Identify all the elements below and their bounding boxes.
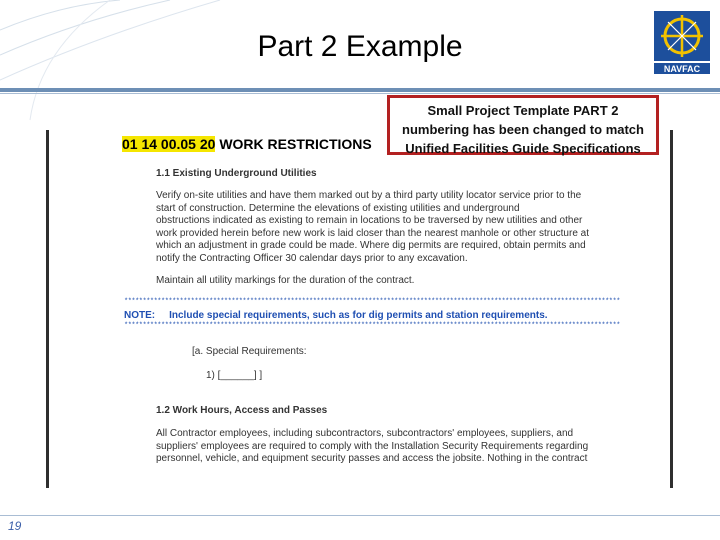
subsection-title-1-1: 1.1 Existing Underground Utilities (156, 168, 317, 179)
paragraph-markings: Maintain all utility markings for the duration of the contract. (156, 275, 415, 286)
paragraph-line: work provided herein before new work is laid closer than the nearest manhole or other structure at (156, 227, 590, 239)
callout-line-1: Small Project Template PART 2 (427, 103, 619, 118)
paragraph-line: suppliers' employees are required to comply with the Installation Security Requirements regarding (156, 440, 589, 452)
callout-box (387, 95, 659, 155)
callout-line-3: Unified Facilities Guide Specifications (405, 141, 641, 156)
paragraph-utilities (156, 190, 606, 265)
special-requirements-item: [a. Special Requirements: (192, 346, 307, 357)
slide-title: Part 2 Example (257, 30, 463, 63)
section-number: 01 14 00.05 20 (122, 136, 216, 152)
section-heading (122, 136, 372, 152)
callout-line-2: numbering has been changed to match (402, 122, 644, 137)
note-text: Include special requirements, such as for dig permits and station requirements. (169, 310, 548, 321)
paragraph-line: start of construction. Determine the elevations of existing utilities and underground (156, 202, 520, 214)
page-number: 19 (8, 519, 22, 533)
paragraph-line: which an adjustment in grade could be made. Where dig permits are required, obtain permits and (156, 240, 586, 251)
paragraph-line: obstructions indicated as existing to remain in locations to be traversed by new utilities and other (156, 215, 583, 226)
paragraph-line: Verify on-site utilities and have them marked out by a third party utility locator service prior to the (156, 190, 582, 201)
paragraph-line: notify the Contracting Officer 30 calendar days prior to any excavation. (156, 252, 468, 264)
paragraph-line: personnel, vehicle, and equipment security passes and access the jobsite. Nothing in the contract (156, 453, 588, 464)
paragraph-work-hours (156, 428, 606, 466)
note-star-border-top: ************************************************************************************************************************************** (124, 298, 620, 306)
subsection-title-1-2: 1.2 Work Hours, Access and Passes (156, 405, 328, 416)
header-divider (0, 88, 720, 92)
header-divider-thin (0, 93, 720, 94)
special-requirements-placeholder: 1) [______] ] (206, 370, 263, 381)
section-title: WORK RESTRICTIONS (219, 136, 372, 152)
note-star-border-bottom: ************************************************************************************************************************************** (124, 322, 620, 330)
note-line (124, 310, 548, 321)
paragraph-line: All Contractor employees, including subcontractors, subcontractors' employees, suppliers, and (156, 428, 574, 439)
footer-divider (0, 515, 720, 516)
document-right-border (670, 130, 673, 488)
note-label: NOTE: (124, 310, 156, 321)
navfac-logo (652, 9, 712, 75)
logo-text: NAVFAC (663, 64, 701, 74)
document-left-border (46, 130, 49, 488)
